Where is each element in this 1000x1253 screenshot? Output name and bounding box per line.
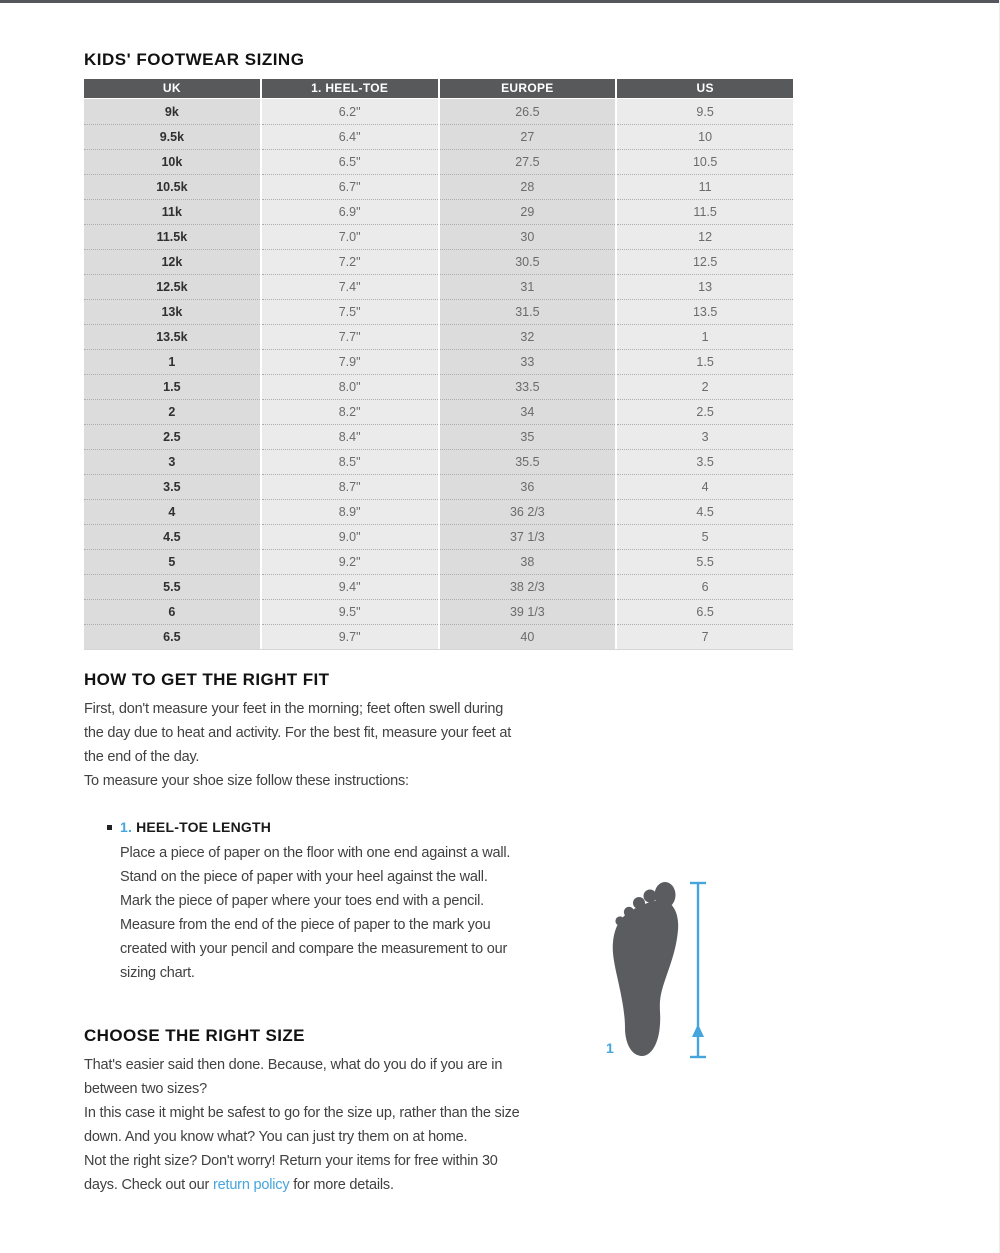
text-line: That's easier said then done. Because, what do you do if you are in bbox=[84, 1057, 503, 1073]
table-cell: 29 bbox=[440, 199, 616, 224]
table-cell: 2 bbox=[617, 374, 793, 399]
table-cell: 9.5k bbox=[84, 124, 260, 149]
table-cell: 31 bbox=[440, 274, 616, 299]
table-cell: 7.2" bbox=[262, 249, 438, 274]
table-header-cell: UK bbox=[84, 79, 260, 98]
table-cell: 6 bbox=[84, 599, 260, 624]
table-cell: 9.2" bbox=[262, 549, 438, 574]
foot-silhouette-icon bbox=[613, 882, 678, 1056]
table-cell: 7.7" bbox=[262, 324, 438, 349]
return-policy-link[interactable]: return policy bbox=[213, 1177, 290, 1193]
link-line-after: for more details. bbox=[289, 1177, 394, 1193]
table-cell: 11k bbox=[84, 199, 260, 224]
table-cell: 6.4" bbox=[262, 124, 438, 149]
table-cell: 2.5 bbox=[617, 399, 793, 424]
table-cell: 38 bbox=[440, 549, 616, 574]
table-cell: 3.5 bbox=[617, 449, 793, 474]
foot-diagram bbox=[598, 870, 718, 1066]
instruction-heading bbox=[84, 818, 604, 836]
table-cell: 33.5 bbox=[440, 374, 616, 399]
table-cell: 5 bbox=[617, 524, 793, 549]
table-cell: 6 bbox=[617, 574, 793, 599]
text-line: Measure from the end of the piece of paper to the mark you bbox=[120, 917, 491, 933]
table-cell: 4 bbox=[617, 474, 793, 499]
table-cell: 12.5k bbox=[84, 274, 260, 299]
table-cell: 9.5" bbox=[262, 599, 438, 624]
table-cell: 5.5 bbox=[617, 549, 793, 574]
table-cell: 10 bbox=[617, 124, 793, 149]
text-line: the day due to heat and activity. For the best fit, measure your feet at bbox=[84, 725, 512, 741]
fit-section bbox=[84, 670, 511, 793]
text-line: To measure your shoe size follow these instructions: bbox=[84, 773, 409, 789]
table-cell: 27.5 bbox=[440, 149, 616, 174]
table-header-cell: EUROPE bbox=[440, 79, 616, 98]
table-cell: 12 bbox=[617, 224, 793, 249]
table-cell: 30 bbox=[440, 224, 616, 249]
table-cell: 8.2" bbox=[262, 399, 438, 424]
bullet-square-icon bbox=[107, 825, 112, 830]
table-cell: 28 bbox=[440, 174, 616, 199]
table-cell: 40 bbox=[440, 624, 616, 649]
table-cell: 8.4" bbox=[262, 424, 438, 449]
table-cell: 6.5 bbox=[84, 624, 260, 649]
fit-section-text bbox=[84, 697, 511, 793]
size-table-header bbox=[84, 79, 793, 98]
table-cell: 2 bbox=[84, 399, 260, 424]
table-cell: 8.7" bbox=[262, 474, 438, 499]
table-cell: 7.9" bbox=[262, 349, 438, 374]
table-cell: 5 bbox=[84, 549, 260, 574]
table-cell: 30.5 bbox=[440, 249, 616, 274]
text-line: between two sizes? bbox=[84, 1081, 207, 1097]
choose-section-text bbox=[84, 1053, 520, 1173]
table-cell: 39 1/3 bbox=[440, 599, 616, 624]
instruction-heading-label: HEEL-TOE LENGTH bbox=[136, 819, 272, 835]
table-cell: 34 bbox=[440, 399, 616, 424]
table-cell: 6.2" bbox=[262, 99, 438, 124]
table-cell: 35 bbox=[440, 424, 616, 449]
table-cell: 7.4" bbox=[262, 274, 438, 299]
text-line: created with your pencil and compare the measurement to our bbox=[120, 941, 508, 957]
table-cell: 36 2/3 bbox=[440, 499, 616, 524]
text-line: the end of the day. bbox=[84, 749, 200, 765]
size-table bbox=[84, 79, 793, 650]
table-cell: 4.5 bbox=[617, 499, 793, 524]
size-table-body bbox=[84, 99, 793, 650]
table-header-cell: US bbox=[617, 79, 793, 98]
table-cell: 8.0" bbox=[262, 374, 438, 399]
table-cell: 11.5k bbox=[84, 224, 260, 249]
table-cell: 37 1/3 bbox=[440, 524, 616, 549]
choose-section-heading: CHOOSE THE RIGHT SIZE bbox=[84, 1026, 305, 1045]
table-cell: 1 bbox=[84, 349, 260, 374]
table-cell: 5.5 bbox=[84, 574, 260, 599]
instruction-number: 1. bbox=[120, 819, 133, 835]
table-cell: 11.5 bbox=[617, 199, 793, 224]
table-cell: 13k bbox=[84, 299, 260, 324]
table-cell: 12k bbox=[84, 249, 260, 274]
table-cell: 1 bbox=[617, 324, 793, 349]
table-cell: 4 bbox=[84, 499, 260, 524]
text-line: down. And you know what? You can just try them on at home. bbox=[84, 1129, 468, 1145]
table-cell: 27 bbox=[440, 124, 616, 149]
table-cell: 33 bbox=[440, 349, 616, 374]
table-cell: 7.5" bbox=[262, 299, 438, 324]
table-cell: 3 bbox=[84, 449, 260, 474]
table-cell: 7 bbox=[617, 624, 793, 649]
top-border-bar bbox=[0, 0, 1000, 3]
table-cell: 31.5 bbox=[440, 299, 616, 324]
table-cell: 3.5 bbox=[84, 474, 260, 499]
arrowhead-up-icon bbox=[692, 1024, 704, 1037]
text-line: First, don't measure your feet in the morning; feet often swell during bbox=[84, 701, 504, 717]
text-line: Place a piece of paper on the floor with one end against a wall. bbox=[120, 845, 511, 861]
choose-section bbox=[84, 1026, 520, 1197]
table-cell: 2.5 bbox=[84, 424, 260, 449]
table-cell: 4.5 bbox=[84, 524, 260, 549]
table-cell: 11 bbox=[617, 174, 793, 199]
table-cell: 13.5k bbox=[84, 324, 260, 349]
table-cell: 38 2/3 bbox=[440, 574, 616, 599]
text-line: Not the right size? Don't worry! Return your items for free within 30 bbox=[84, 1153, 498, 1169]
table-cell: 10.5k bbox=[84, 174, 260, 199]
table-cell: 6.5 bbox=[617, 599, 793, 624]
table-cell: 3 bbox=[617, 424, 793, 449]
text-line: In this case it might be safest to go for the size up, rather than the size bbox=[84, 1105, 520, 1121]
table-cell: 9.0" bbox=[262, 524, 438, 549]
table-cell: 9.7" bbox=[262, 624, 438, 649]
instruction-text bbox=[84, 841, 604, 985]
text-line: Mark the piece of paper where your toes end with a pencil. bbox=[120, 893, 484, 909]
table-cell: 6.7" bbox=[262, 174, 438, 199]
table-cell: 9.4" bbox=[262, 574, 438, 599]
table-cell: 35.5 bbox=[440, 449, 616, 474]
table-cell: 13.5 bbox=[617, 299, 793, 324]
instruction-item bbox=[84, 818, 604, 985]
table-cell: 13 bbox=[617, 274, 793, 299]
table-header-cell: 1. HEEL-TOE bbox=[262, 79, 438, 98]
return-policy-line bbox=[84, 1173, 520, 1197]
measure-step-label: 1 bbox=[606, 1040, 614, 1056]
table-cell: 1.5 bbox=[84, 374, 260, 399]
table-cell: 36 bbox=[440, 474, 616, 499]
text-line: Stand on the piece of paper with your heel against the wall. bbox=[120, 869, 488, 885]
table-cell: 8.9" bbox=[262, 499, 438, 524]
table-cell: 1.5 bbox=[617, 349, 793, 374]
table-cell: 12.5 bbox=[617, 249, 793, 274]
text-line: sizing chart. bbox=[120, 965, 195, 981]
table-cell: 9.5 bbox=[617, 99, 793, 124]
table-cell: 10k bbox=[84, 149, 260, 174]
table-cell: 8.5" bbox=[262, 449, 438, 474]
table-cell: 7.0" bbox=[262, 224, 438, 249]
page-title: KIDS' FOOTWEAR SIZING bbox=[84, 50, 305, 69]
table-cell: 26.5 bbox=[440, 99, 616, 124]
table-cell: 32 bbox=[440, 324, 616, 349]
table-cell: 10.5 bbox=[617, 149, 793, 174]
table-cell: 6.9" bbox=[262, 199, 438, 224]
link-line-before: days. Check out our bbox=[84, 1177, 213, 1193]
table-cell: 9k bbox=[84, 99, 260, 124]
foot-measure-illustration bbox=[598, 870, 718, 1066]
table-cell: 6.5" bbox=[262, 149, 438, 174]
fit-section-heading: HOW TO GET THE RIGHT FIT bbox=[84, 670, 330, 689]
